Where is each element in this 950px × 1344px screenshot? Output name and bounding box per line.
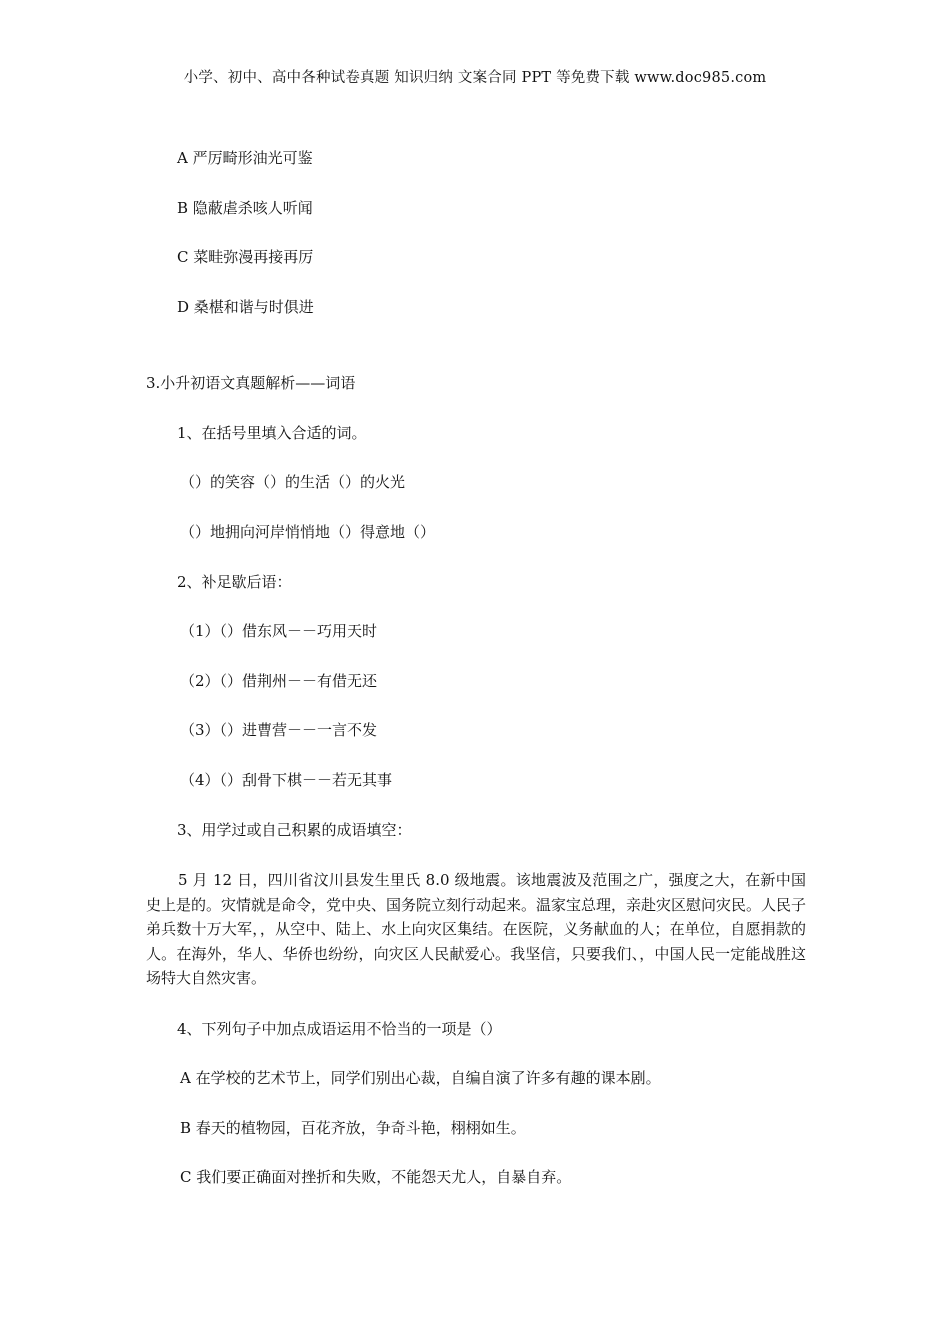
question-2-item: （4）（）刮骨下棋－－若无其事	[180, 771, 393, 789]
question-4-option-b: B 春天的植物园，百花齐放，争奇斗艳，栩栩如生。	[180, 1119, 526, 1137]
question-4-title: 4、下列句子中加点成语运用不恰当的一项是（）	[177, 1020, 502, 1038]
question-2-item: （2）（）借荆州－－有借无还	[180, 672, 378, 690]
question-1-line: （）地拥向河岸悄悄地（）得意地（）	[180, 523, 436, 541]
question-2-item: （1）（）借东风－－巧用天时	[180, 622, 378, 640]
page-header: 小学、初中、高中各种试卷真题 知识归纳 文案合同 PPT 等免费下载 www.doc985.com	[183, 70, 767, 86]
prev-option-b: B 隐蔽虐杀咳人听闻	[177, 199, 313, 217]
question-3-passage: 5 月 12 日，四川省汶川县发生里氏 8.0 级地震。该地震波及范围之广，强度之大，在新中国史上是的。灾情就是命令，党中央、国务院立刻行动起来。温家宝总理，亲赴灾区慰问灾民。人民子弟兵数十万大军，，从空中、陆上、水上向灾区集结。在医院，义务献血的人；在单位，自愿捐款的人。在海外，华人、华侨也纷纷，向灾区人民献爱心。我坚信，只要我们、，中国人民一定能战胜这场特大自然灾害。	[146, 871, 807, 988]
prev-option-d: D 桑椹和谐与时俱进	[177, 298, 314, 316]
question-4-option-c: C 我们要正确面对挫折和失败，不能怨天尤人，自暴自弃。	[180, 1168, 572, 1186]
prev-option-c: C 菜畦弥漫再接再厉	[177, 248, 314, 266]
question-2-title: 2、补足歇后语：	[177, 573, 292, 591]
question-4-option-a: A 在学校的艺术节上，同学们别出心裁，自编自演了许多有趣的课本剧。	[180, 1069, 661, 1087]
question-1-line: （）的笑容（）的生活（）的火光	[180, 473, 406, 491]
section-title: 3.小升初语文真题解析——词语	[146, 374, 356, 392]
prev-option-a: A 严厉畸形油光可鉴	[177, 149, 313, 167]
question-1-title: 1、在括号里填入合适的词。	[177, 424, 367, 442]
question-3-title: 3、用学过或自己积累的成语填空：	[177, 821, 412, 839]
question-2-item: （3）（）进曹营－－一言不发	[180, 721, 378, 739]
